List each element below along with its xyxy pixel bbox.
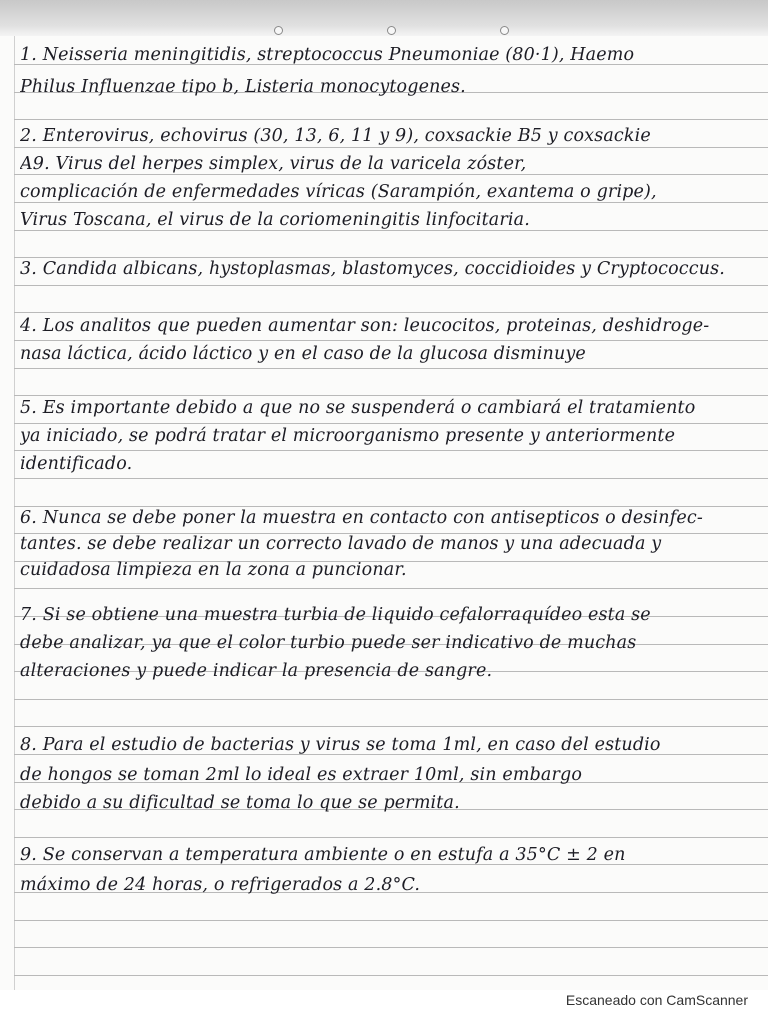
answer-line: de hongos se toman 2ml lo ideal es extraer 10ml, sin embargo (20, 765, 583, 785)
answer-line: 4. Los analitos que pueden aumentar son: leucocitos, proteinas, deshidroge- (20, 316, 710, 336)
camscanner-watermark: Escaneado con CamScanner (565, 992, 748, 1008)
answer-line: 7. Si se obtiene una muestra turbia de liquido cefalorraquídeo esta se (20, 605, 651, 625)
answer-line: 5. Es importante debido a que no se suspenderá o cambiará el tratamiento (20, 398, 696, 418)
answer-line: alteraciones y puede indicar la presencia de sangre. (20, 661, 493, 681)
answer-line: tantes. se debe realizar un correcto lavado de manos y una adecuada y (20, 534, 662, 554)
answer-line: 3. Candida albicans, hystoplasmas, blastomyces, coccidioides y Cryptococcus. (20, 259, 725, 279)
answer-line: complicación de enfermedades víricas (Sarampión, exantema o gripe), (20, 182, 657, 202)
answer-line: identificado. (20, 454, 133, 474)
answer-line: cuidadosa limpieza en la zona a puncionar. (20, 560, 407, 580)
answer-line: ya iniciado, se podrá tratar el microorganismo presente y anteriormente (20, 426, 676, 446)
answer-line: debe analizar, ya que el color turbio puede ser indicativo de muchas (20, 633, 637, 653)
answer-line: 1. Neisseria meningitidis, streptococcus Pneumoniae (80·1), Haemo (20, 45, 635, 65)
answer-line: Philus Influenzae tipo b, Listeria monocytogenes. (20, 77, 466, 97)
answer-line: Virus Toscana, el virus de la coriomeningitis linfocitaria. (20, 210, 530, 230)
answer-line: 8. Para el estudio de bacterias y virus se toma 1ml, en caso del estudio (20, 735, 661, 755)
answer-line: 6. Nunca se debe poner la muestra en contacto con antisepticos o desinfec- (20, 508, 703, 528)
answer-line: nasa láctica, ácido láctico y en el caso de la glucosa disminuye (20, 344, 586, 364)
answer-line: 2. Enterovirus, echovirus (30, 13, 6, 11 y 9), coxsackie B5 y coxsackie (20, 126, 651, 146)
answer-line: 9. Se conservan a temperatura ambiente o en estufa a 35°C ± 2 en (20, 845, 626, 865)
answer-line: A9. Virus del herpes simplex, virus de la varicela zóster, (20, 154, 527, 174)
answer-line: debido a su dificultad se toma lo que se permita. (20, 793, 460, 813)
answer-line: máximo de 24 horas, o refrigerados a 2.8°C. (20, 875, 421, 895)
